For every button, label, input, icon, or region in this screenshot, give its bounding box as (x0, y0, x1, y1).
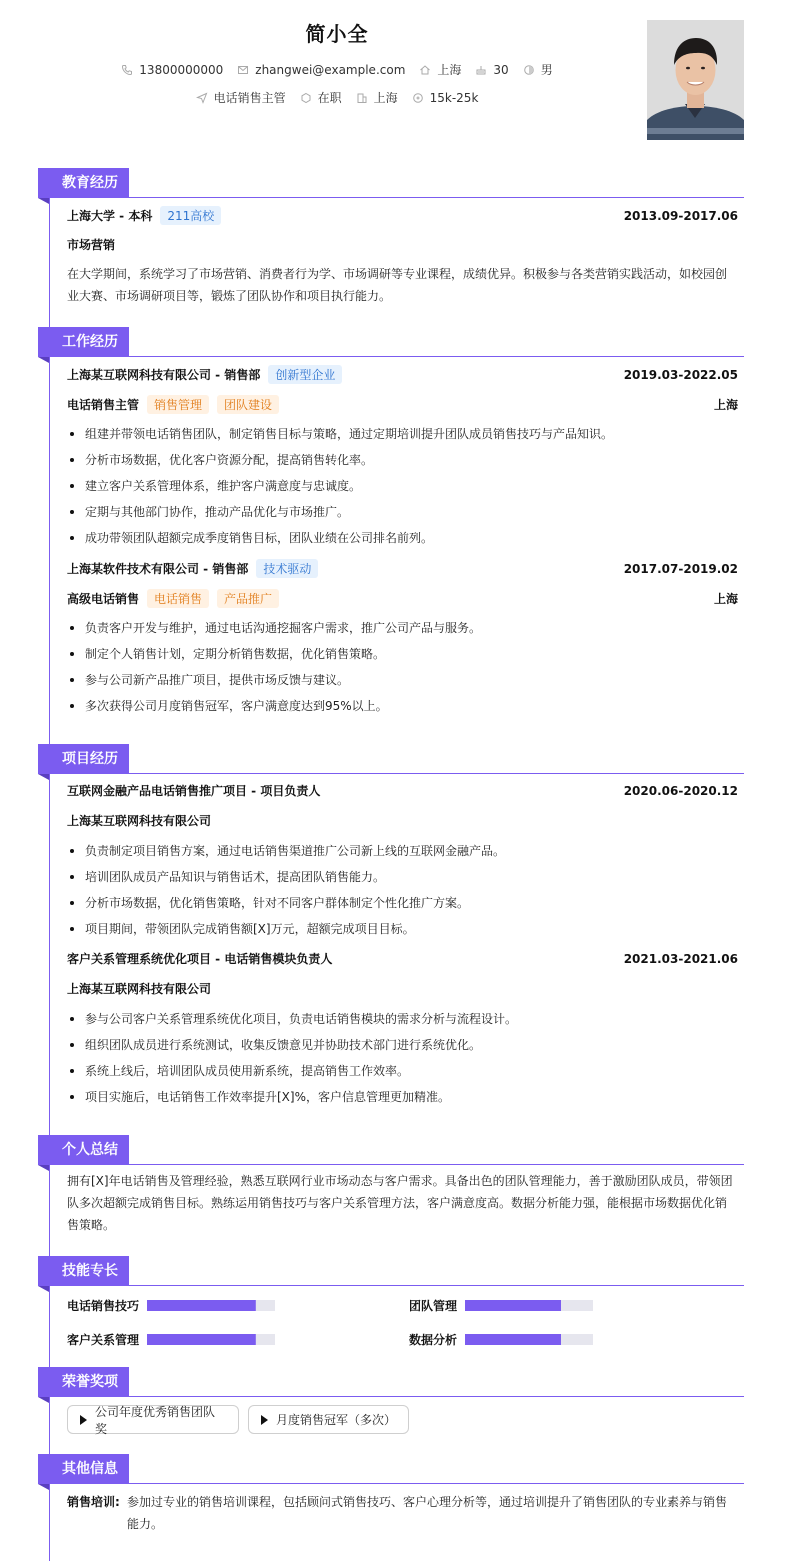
candidate-name: 简小全 (305, 22, 369, 46)
summary-header (38, 1135, 744, 1165)
list-item: 成功带领团队超额完成季度销售目标，团队业绩在公司排名前列。 (67, 525, 736, 551)
city-item (356, 89, 398, 106)
email-text: zhangwei@example.com (255, 62, 406, 77)
project-company: 上海某互联网科技有限公司 (67, 814, 212, 828)
list-item: 组织团队成员进行系统测试，收集反馈意见并协助技术部门进行系统优化。 (67, 1032, 736, 1058)
section-rule (38, 1285, 744, 1286)
age-item (475, 63, 508, 77)
section-fold (38, 774, 49, 780)
list-item: 参与公司新产品推广项目，提供市场反馈与建议。 (67, 667, 736, 693)
list-item: 定期与其他部门协作，推动产品优化与市场推广。 (67, 499, 736, 525)
job-position: 电话销售主管 (67, 398, 140, 412)
section-fold (38, 1165, 49, 1171)
section-title: 个人总结 (38, 1135, 129, 1165)
skill-fill (147, 1300, 256, 1311)
skill-tag: 产品推广 (217, 589, 279, 608)
skills-header (38, 1256, 744, 1286)
phone-icon (121, 64, 133, 76)
salary-item (412, 91, 479, 105)
list-item: 建立客户关系管理体系，维护客户满意度与忠诚度。 (67, 473, 736, 499)
job-city: 上海 (713, 592, 738, 606)
project-name: 客户关系管理系统优化项目 - 电话销售模块负责人 (67, 952, 333, 966)
list-item: 项目期间，带领团队完成销售额[X]万元，超额完成项目目标。 (67, 916, 736, 942)
school-name: 上海大学 - 本科 (67, 209, 153, 223)
list-item: 多次获得公司月度销售冠军，客户满意度达到95%以上。 (67, 693, 736, 719)
skill-name: 团队管理 (409, 1299, 458, 1313)
education-description: 在大学期间，系统学习了市场营销、消费者行为学、市场调研等专业课程，成绩优异。积极参与各类营销实践活动，如校园创业大赛、市场调研项目等，锻炼了团队协作和项目执行能力。 (67, 267, 728, 303)
work-header (38, 327, 744, 357)
skill-bar (147, 1300, 275, 1311)
profile-photo (647, 20, 744, 140)
award-text: 月度销售冠军（多次） (276, 1413, 397, 1427)
section-title: 工作经历 (38, 327, 129, 357)
section-rule (38, 1483, 744, 1484)
section-fold (38, 1286, 49, 1292)
project-row (67, 950, 738, 967)
send-icon (196, 92, 208, 104)
company-tag: 创新型企业 (268, 365, 342, 384)
section-fold (38, 357, 49, 363)
projects-section (38, 744, 744, 1134)
job-position-row (67, 589, 738, 608)
skill-bar (465, 1334, 593, 1345)
award-item (248, 1405, 409, 1434)
skill-bar (147, 1334, 275, 1345)
award-text: 公司年度优秀销售团队奖 (95, 1404, 216, 1436)
section-title: 技能专长 (38, 1256, 129, 1286)
project-company-row (67, 812, 738, 829)
list-item: 分析市场数据，优化客户资源分配，提高销售转化率。 (67, 447, 736, 473)
skill-tag: 团队建设 (217, 395, 279, 414)
job-city: 上海 (713, 398, 738, 412)
skill-fill (147, 1334, 256, 1345)
status-icon (300, 92, 312, 104)
status-item (300, 89, 342, 106)
section-rule (38, 1164, 744, 1165)
company-tag: 技术驱动 (256, 559, 318, 578)
gender-icon (523, 64, 535, 76)
awards-header (38, 1367, 744, 1397)
summary-section (38, 1135, 744, 1245)
other-info-row (67, 1491, 736, 1535)
job-company: 上海某互联网科技有限公司 - 销售部 (67, 368, 261, 382)
phone-item (121, 63, 223, 77)
project-row (67, 782, 738, 799)
skill-name: 客户关系管理 (67, 1333, 140, 1347)
skill-tag: 电话销售 (147, 589, 209, 608)
project-date: 2020.06-2020.12 (623, 783, 738, 798)
cake-icon (475, 64, 487, 76)
job-date: 2019.03-2022.05 (623, 367, 738, 382)
resume-header (0, 0, 794, 150)
skill-item (409, 1297, 593, 1314)
person-photo-icon (647, 20, 744, 140)
list-item: 系统上线后，培训团队成员使用新系统，提高销售工作效率。 (67, 1058, 736, 1084)
home-icon (419, 64, 431, 76)
skill-fill (465, 1334, 561, 1345)
status-text: 在职 (317, 91, 342, 105)
section-title: 项目经历 (38, 744, 129, 774)
coin-icon (412, 92, 424, 104)
major-row (67, 236, 738, 253)
salary-text: 15k-25k (429, 90, 479, 105)
job-date: 2017.07-2019.02 (623, 561, 738, 576)
skill-item (409, 1331, 593, 1348)
section-rule (38, 197, 744, 198)
section-rule (38, 356, 744, 357)
position-item (196, 89, 286, 106)
skill-bar (465, 1300, 593, 1311)
project-date: 2021.03-2021.06 (623, 951, 738, 966)
section-rule (38, 1396, 744, 1397)
section-fold (38, 1484, 49, 1490)
triangle-right-icon (261, 1415, 268, 1425)
work-section (38, 327, 744, 727)
major-name: 市场营销 (67, 238, 116, 252)
project-duties (67, 838, 736, 942)
skill-name: 数据分析 (409, 1333, 458, 1347)
mail-icon (237, 64, 249, 76)
city-text: 上海 (373, 91, 398, 105)
list-item: 组建并带领电话销售团队，制定销售目标与策略，通过定期培训提升团队成员销售技巧与产品知识。 (67, 421, 736, 447)
section-rule (38, 773, 744, 774)
job-intent-row (0, 89, 674, 106)
awards-section (38, 1367, 744, 1447)
list-item: 培训团队成员产品知识与销售话术，提高团队销售能力。 (67, 864, 736, 890)
job-duties (67, 615, 736, 719)
list-item: 项目实施后，电话销售工作效率提升[X]%，客户信息管理更加精准。 (67, 1084, 736, 1110)
education-date: 2013.09-2017.06 (623, 208, 738, 223)
skill-item (67, 1297, 275, 1314)
other-header (38, 1454, 744, 1484)
email-item (237, 63, 405, 77)
skill-item (67, 1331, 275, 1348)
projects-header (38, 744, 744, 774)
skill-name: 电话销售技巧 (67, 1299, 140, 1313)
list-item: 参与公司客户关系管理系统优化项目，负责电话销售模块的需求分析与流程设计。 (67, 1006, 736, 1032)
location-text: 上海 (437, 63, 462, 77)
list-item: 负责制定项目销售方案，通过电话销售渠道推广公司新上线的互联网金融产品。 (67, 838, 736, 864)
award-item (67, 1405, 239, 1434)
job-duties (67, 421, 736, 551)
job-position: 高级电话销售 (67, 592, 140, 606)
contact-row (0, 61, 674, 78)
gender-item (523, 61, 553, 78)
location-item (419, 61, 461, 78)
list-item: 分析市场数据，优化销售策略，针对不同客户群体制定个性化推广方案。 (67, 890, 736, 916)
list-item: 负责客户开发与维护，通过电话沟通挖掘客户需求，推广公司产品与服务。 (67, 615, 736, 641)
other-label: 销售培训: (67, 1495, 120, 1509)
section-title: 其他信息 (38, 1454, 129, 1484)
summary-text: 拥有[X]年电话销售及管理经验，熟悉互联网行业市场动态与客户需求。具备出色的团队管理能力，善于激励团队成员，带领团队多次超额完成销售目标。熟练运用销售技巧与客户关系管理方法，客户满意度高。数据分析能力强，能根据市场数据优化销售策略。 (67, 1174, 733, 1232)
gender-text: 男 (540, 63, 553, 77)
project-duties (67, 1006, 736, 1110)
skill-tag: 销售管理 (147, 395, 209, 414)
section-title: 荣誉奖项 (38, 1367, 129, 1397)
age-text: 30 (493, 62, 509, 77)
project-company: 上海某互联网科技有限公司 (67, 982, 212, 996)
section-title: 教育经历 (38, 168, 129, 198)
school-tag: 211高校 (160, 206, 221, 225)
job-company: 上海某软件技术有限公司 - 销售部 (67, 562, 249, 576)
job-company-row (67, 559, 738, 578)
skill-fill (465, 1300, 561, 1311)
project-company-row (67, 980, 738, 997)
education-header (38, 168, 744, 198)
other-section (38, 1454, 744, 1554)
phone-text: 13800000000 (139, 62, 224, 77)
skills-section (38, 1256, 744, 1356)
triangle-right-icon (80, 1415, 87, 1425)
project-name: 互联网金融产品电话销售推广项目 - 项目负责人 (67, 784, 321, 798)
job-position-row (67, 395, 738, 414)
section-fold (38, 1397, 49, 1403)
building-icon (356, 92, 368, 104)
position-text: 电话销售主管 (213, 91, 286, 105)
section-fold (38, 198, 49, 204)
other-text: 参加过专业的销售培训课程，包括顾问式销售技巧、客户心理分析等，通过培训提升了销售团队的专业素养与销售能力。 (127, 1495, 728, 1531)
education-section (38, 168, 744, 318)
job-company-row (67, 365, 738, 384)
education-row (67, 206, 738, 225)
list-item: 制定个人销售计划，定期分析销售数据，优化销售策略。 (67, 641, 736, 667)
